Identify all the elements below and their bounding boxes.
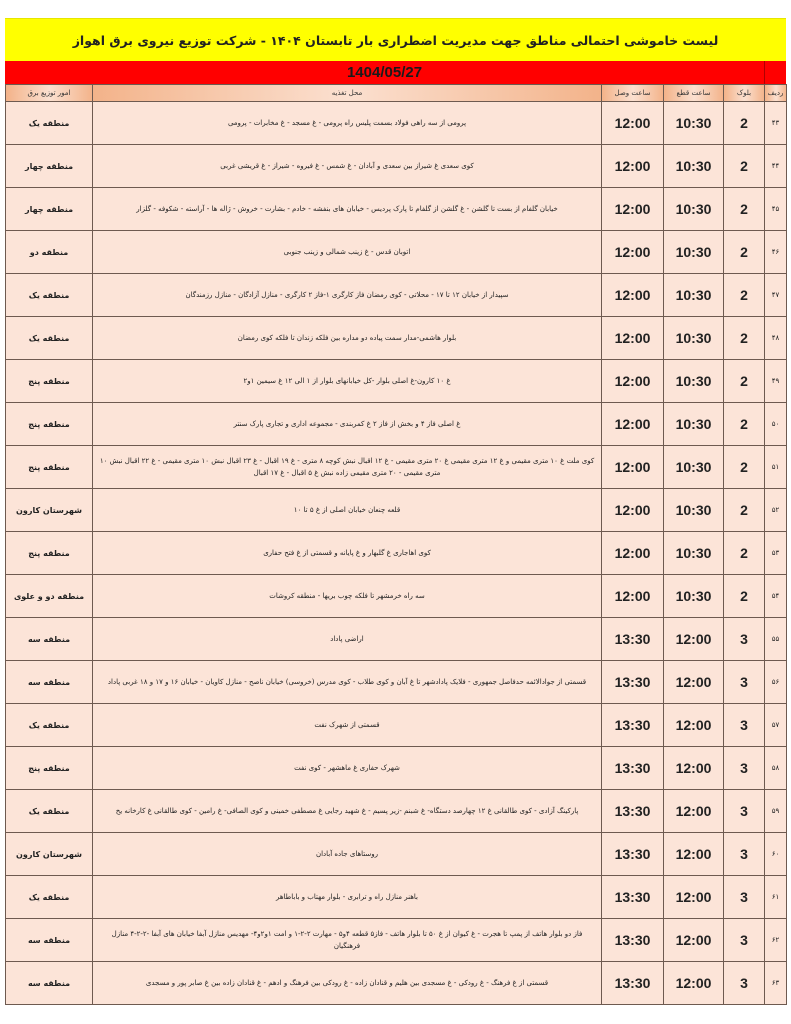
district-cell: منطقه چهار [6,145,93,188]
location-cell: پرومی از سه راهی فولاد بسمت پلیس راه پرومی - غ مسجد - غ مخابرات - پرومی [93,102,602,145]
connect-time-cell: 12:00 [602,102,664,145]
block-number-cell: 3 [724,962,765,1005]
row-number-cell: ۶۱ [765,876,787,919]
row-number-cell: ۴۴ [765,145,787,188]
district-cell: منطقه پنج [6,747,93,790]
table-row [6,360,787,403]
row-number-cell: ۵۲ [765,489,787,532]
connect-time-cell: 12:00 [602,231,664,274]
table-row [6,188,787,231]
connect-time-cell: 12:00 [602,403,664,446]
district-cell: منطقه سه [6,618,93,661]
location-cell: اراضی پاداد [93,618,602,661]
col-header-block: بلوک [724,85,765,102]
cut-time-cell: 12:00 [664,833,724,876]
location-cell: کوی ملت غ ۱۰ متری مقیمی و غ ۱۲ متری مقیمی غ ۲۰ متری مقیمی - غ ۱۲ اقبال نبش کوچه ۸ متری - غ ۱۹ اقبال - غ ۲۳ اقبال نبش ۱۰ متری مقیمی - غ ۲۲ اقبال نبش ۱۰ متری مقیمی - ۲۰ متری مقیمی زاده نبش غ ۵ اقبال - غ ۱۷ اقبال [93,446,602,489]
table-row [6,919,787,962]
connect-time-cell: 12:00 [602,446,664,489]
district-cell: منطقه سه [6,962,93,1005]
col-header-connect-time: ساعت وصل [602,85,664,102]
district-cell: منطقه یک [6,102,93,145]
connect-time-cell: 13:30 [602,919,664,962]
table-row [6,532,787,575]
cut-time-cell: 10:30 [664,188,724,231]
cut-time-cell: 10:30 [664,532,724,575]
location-cell: قلعه چنعان خیابان اصلی از غ ۵ تا ۱۰ [93,489,602,532]
location-cell: سه راه خرمشهر تا فلکه چوب بریها - منطقه کروشات [93,575,602,618]
row-number-cell: ۴۷ [765,274,787,317]
col-header-district: امور توزیع برق [6,85,93,102]
table-row [6,962,787,1005]
cut-time-cell: 10:30 [664,231,724,274]
cut-time-cell: 10:30 [664,403,724,446]
block-number-cell: 3 [724,618,765,661]
location-cell: شهرک حفاری غ ماهشهر - کوی نفت [93,747,602,790]
district-cell: منطقه یک [6,317,93,360]
block-number-cell: 2 [724,532,765,575]
connect-time-cell: 13:30 [602,962,664,1005]
location-cell: پارکینگ آزادی - کوی طالقانی غ ۱۲ چهارصد دستگاه- غ شبنم -زیر پسیم - غ شهید رجایی غ مصطفی خمینی و کوی الصافی- غ رامین - کوی طالقانی غ کارخانه یخ [93,790,602,833]
district-cell: منطقه یک [6,704,93,747]
district-cell: منطقه پنج [6,360,93,403]
block-number-cell: 3 [724,661,765,704]
location-cell: باهنر منازل راه و ترابری - بلوار مهتاب و باباطاهر [93,876,602,919]
block-number-cell: 3 [724,833,765,876]
block-number-cell: 3 [724,919,765,962]
district-cell: منطقه یک [6,274,93,317]
location-cell: بلوار هاشمی-مدار سمت پیاده دو مداره بین فلکه زندان تا فلکه کوی رمضان [93,317,602,360]
connect-time-cell: 13:30 [602,790,664,833]
district-cell: منطقه یک [6,876,93,919]
sheet-title: لیست خاموشی احتمالی مناطق جهت مدیریت اضطراری بار تابستان ۱۴۰۴ - شرکت توزیع نیروی برق اهواز [72,32,719,48]
cut-time-cell: 10:30 [664,274,724,317]
table-row [6,876,787,919]
block-number-cell: 2 [724,231,765,274]
connect-time-cell: 12:00 [602,317,664,360]
col-header-location: محل تغذیه [93,85,602,102]
header-row [6,85,787,102]
table-row [6,618,787,661]
district-cell: منطقه چهار [6,188,93,231]
block-number-cell: 2 [724,145,765,188]
location-cell: سپیدار از خیابان ۱۲ تا ۱۷ - محلاتی - کوی رمضان فاز کارگری ۱-فاز ۲ کارگری - منازل آزادگان - منازل رزمندگان [93,274,602,317]
cut-time-cell: 10:30 [664,446,724,489]
district-cell: منطقه یک [6,790,93,833]
cut-time-cell: 12:00 [664,661,724,704]
connect-time-cell: 12:00 [602,532,664,575]
block-number-cell: 2 [724,188,765,231]
row-number-cell: ۶۲ [765,919,787,962]
table-row [6,231,787,274]
row-number-cell: ۵۱ [765,446,787,489]
row-number-cell: ۵۹ [765,790,787,833]
date-band [5,61,786,84]
location-cell: روستاهای جاده آبادان [93,833,602,876]
district-cell: منطقه پنج [6,403,93,446]
block-number-cell: 2 [724,360,765,403]
table-row [6,790,787,833]
row-number-cell: ۴۵ [765,188,787,231]
location-cell: قسمتی از شهرک نفت [93,704,602,747]
connect-time-cell: 13:30 [602,876,664,919]
connect-time-cell: 13:30 [602,704,664,747]
cut-time-cell: 12:00 [664,962,724,1005]
connect-time-cell: 13:30 [602,618,664,661]
district-cell: منطقه سه [6,661,93,704]
district-cell: منطقه پنج [6,532,93,575]
district-cell: منطقه پنج [6,446,93,489]
block-number-cell: 3 [724,876,765,919]
block-number-cell: 2 [724,575,765,618]
location-cell: قسمتی از جوادالائمه حدفاصل جمهوری - فلایک پادادشهر تا غ آبان و کوی طلاب - کوی مدرس (خروسی) خیابان ناصح - منازل کاویان - خیابان ۱۶ و ۱۷ و ۱۸ غربی پاداد [93,661,602,704]
table-row [6,704,787,747]
table-row [6,747,787,790]
outage-table [5,84,787,1005]
location-cell: کوی اهاجاری غ گلبهار و غ پایانه و قسمتی از غ فتح حفاری [93,532,602,575]
row-number-cell: ۵۶ [765,661,787,704]
cut-time-cell: 12:00 [664,704,724,747]
location-cell: اتوبان قدس - غ زینب شمالی و زینب جنوبی [93,231,602,274]
connect-time-cell: 12:00 [602,188,664,231]
location-cell: فاز دو بلوار هاتف از پمپ تا هجرت - غ کیوان از غ ۵۰ تا بلوار هاتف - فاز۵ قطعه ۴و۵ - مهارت ۲-۲-۱ و امت ۱و۲و۴- مهدیس منازل آبفا خیابان های آبفا -۲-۲-۴ منازل فرهنگیان [93,919,602,962]
cut-time-cell: 12:00 [664,876,724,919]
block-number-cell: 2 [724,317,765,360]
location-cell: غ اصلی فاز ۴ و بخش از فاز ۲ غ کمربندی - مجموعه اداری و تجاری پارک سنتر [93,403,602,446]
cut-time-cell: 12:00 [664,618,724,661]
block-number-cell: 2 [724,403,765,446]
row-number-cell: ۶۰ [765,833,787,876]
col-header-cut-time: ساعت قطع [664,85,724,102]
block-number-cell: 2 [724,446,765,489]
block-number-cell: 3 [724,790,765,833]
block-number-cell: 2 [724,102,765,145]
cut-time-cell: 10:30 [664,489,724,532]
connect-time-cell: 13:30 [602,661,664,704]
table-row [6,102,787,145]
row-number-cell: ۶۳ [765,962,787,1005]
district-cell: منطقه دو [6,231,93,274]
row-number-cell: ۴۹ [765,360,787,403]
block-number-cell: 2 [724,489,765,532]
table-row [6,274,787,317]
row-number-cell: ۴۸ [765,317,787,360]
cut-time-cell: 10:30 [664,145,724,188]
table-row [6,489,787,532]
table-row [6,661,787,704]
row-number-cell: ۵۷ [765,704,787,747]
district-cell: شهرستان کارون [6,489,93,532]
table-row [6,145,787,188]
title-band [5,18,786,61]
table-row [6,575,787,618]
date-band-corner [764,61,786,84]
cut-time-cell: 10:30 [664,317,724,360]
table-row [6,833,787,876]
row-number-cell: ۴۳ [765,102,787,145]
connect-time-cell: 12:00 [602,489,664,532]
district-cell: منطقه دو و علوی [6,575,93,618]
block-number-cell: 3 [724,704,765,747]
location-cell: خیابان گلفام از بست تا گلشن - غ گلشن از گلفام تا پارک پردیس - خیابان های بنفشه - خادم - بشارت - خروش - ژاله ها - آراسته - شکوفه - گلزار [93,188,602,231]
connect-time-cell: 12:00 [602,360,664,403]
cut-time-cell: 10:30 [664,575,724,618]
row-number-cell: ۵۰ [765,403,787,446]
location-cell: قسمتی از غ فرهنگ - غ رودکی - غ مسجدی بین هلیم و قنادان زاده - غ رودکی بین فرهنگ و ادهم - غ قنادان زاده بین غ صابر پور و مسجدی [93,962,602,1005]
cut-time-cell: 12:00 [664,747,724,790]
table-row [6,403,787,446]
cut-time-cell: 10:30 [664,102,724,145]
table-row [6,317,787,360]
cut-time-cell: 12:00 [664,919,724,962]
row-number-cell: ۴۶ [765,231,787,274]
cut-time-cell: 10:30 [664,360,724,403]
connect-time-cell: 12:00 [602,575,664,618]
connect-time-cell: 12:00 [602,145,664,188]
district-cell: شهرستان کارون [6,833,93,876]
location-cell: کوی سعدی غ شیراز بین سعدی و آبادان - غ شمس - غ فیروه - شیراز - غ قریشی غربی [93,145,602,188]
table-row [6,446,787,489]
block-number-cell: 3 [724,747,765,790]
connect-time-cell: 13:30 [602,833,664,876]
connect-time-cell: 12:00 [602,274,664,317]
row-number-cell: ۵۸ [765,747,787,790]
row-number-cell: ۵۴ [765,575,787,618]
cut-time-cell: 12:00 [664,790,724,833]
schedule-date: 1404/05/27 [5,61,764,84]
col-header-row: ردیف [765,85,787,102]
district-cell: منطقه سه [6,919,93,962]
outage-sheet [5,18,786,1005]
row-number-cell: ۵۵ [765,618,787,661]
location-cell: غ ۱۰ کارون-غ اصلی بلوار -کل خیابانهای بلوار از ۱ الی ۱۲ غ سیمین ۱و۲ [93,360,602,403]
connect-time-cell: 13:30 [602,747,664,790]
row-number-cell: ۵۳ [765,532,787,575]
block-number-cell: 2 [724,274,765,317]
